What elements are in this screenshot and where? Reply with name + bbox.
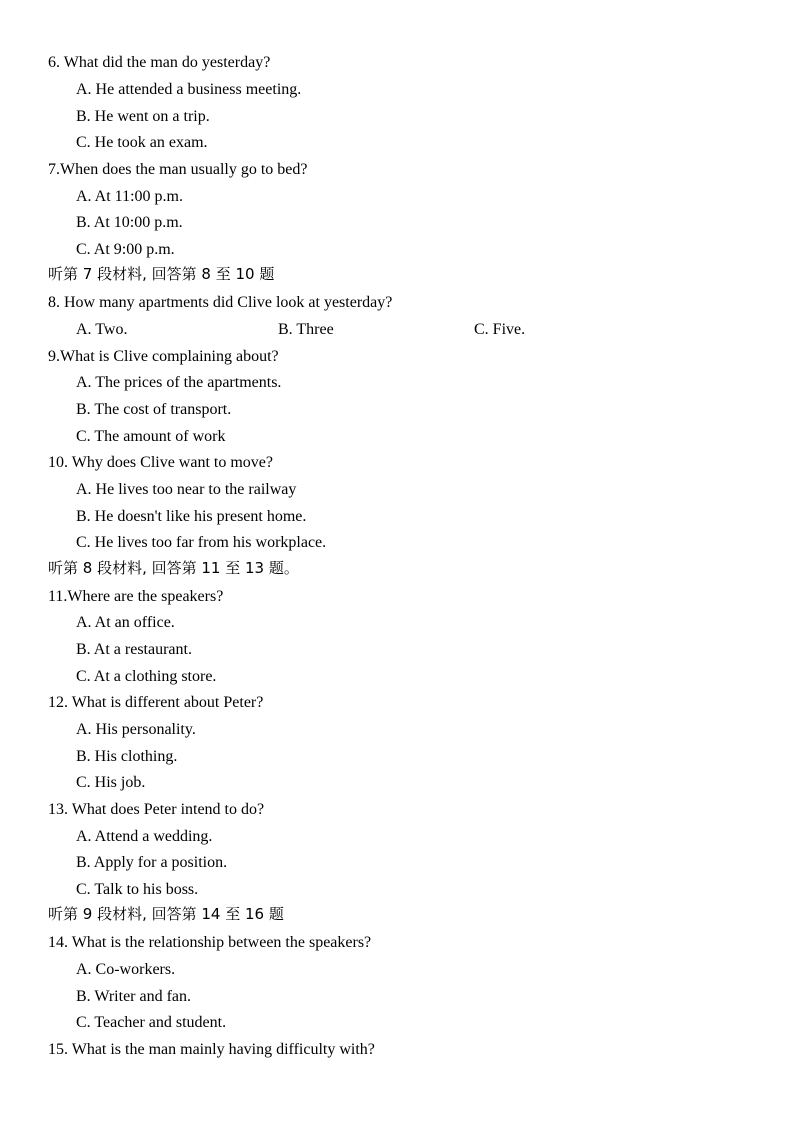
answer-option: B. He doesn't like his present home.	[76, 508, 307, 525]
answer-option: A. Two.	[76, 321, 128, 338]
answer-option: C. At a clothing store.	[76, 668, 217, 685]
section-instruction: 听第 8 段材料, 回答第 11 至 13 题。	[48, 559, 299, 577]
answer-option: A. At an office.	[76, 614, 175, 631]
answer-option: C. His job.	[76, 774, 146, 791]
question-text: 10. Why does Clive want to move?	[48, 454, 273, 471]
answer-option: B. The cost of transport.	[76, 401, 232, 418]
answer-option: B. At a restaurant.	[76, 641, 192, 658]
answer-option: A. At 11:00 p.m.	[76, 188, 183, 205]
answer-option: A. Attend a wedding.	[76, 828, 213, 845]
answer-option: A. He attended a business meeting.	[76, 81, 302, 98]
answer-option: C. Five.	[474, 321, 526, 338]
answer-option: A. He lives too near to the railway	[76, 481, 297, 498]
answer-option: C. At 9:00 p.m.	[76, 241, 175, 258]
answer-option: B. He went on a trip.	[76, 108, 210, 125]
question-text: 14. What is the relationship between the speakers?	[48, 934, 372, 951]
question-text: 8. How many apartments did Clive look at yesterday?	[48, 294, 393, 311]
question-text: 6. What did the man do yesterday?	[48, 54, 271, 71]
question-text: 12. What is different about Peter?	[48, 694, 264, 711]
question-text: 15. What is the man mainly having difficulty with?	[48, 1041, 375, 1058]
answer-option: A. The prices of the apartments.	[76, 374, 282, 391]
answer-option: B. Writer and fan.	[76, 988, 192, 1005]
answer-option: B. At 10:00 p.m.	[76, 214, 183, 231]
question-text: 7.When does the man usually go to bed?	[48, 161, 308, 178]
answer-option: C. The amount of work	[76, 428, 226, 445]
answer-option: A. His personality.	[76, 721, 196, 738]
question-text: 13. What does Peter intend to do?	[48, 801, 265, 818]
question-text: 11.Where are the speakers?	[48, 588, 224, 605]
answer-option: C. Talk to his boss.	[76, 881, 199, 898]
answer-option: C. He took an exam.	[76, 134, 208, 151]
answer-option: C. He lives too far from his workplace.	[76, 534, 327, 551]
answer-option: B. His clothing.	[76, 748, 178, 765]
section-instruction: 听第 7 段材料, 回答第 8 至 10 题	[48, 265, 275, 283]
answer-option: A. Co-workers.	[76, 961, 176, 978]
answer-option: B. Apply for a position.	[76, 854, 228, 871]
question-text: 9.What is Clive complaining about?	[48, 348, 279, 365]
section-instruction: 听第 9 段材料, 回答第 14 至 16 题	[48, 905, 284, 923]
answer-option: B. Three	[278, 321, 334, 338]
answer-option: C. Teacher and student.	[76, 1014, 227, 1031]
